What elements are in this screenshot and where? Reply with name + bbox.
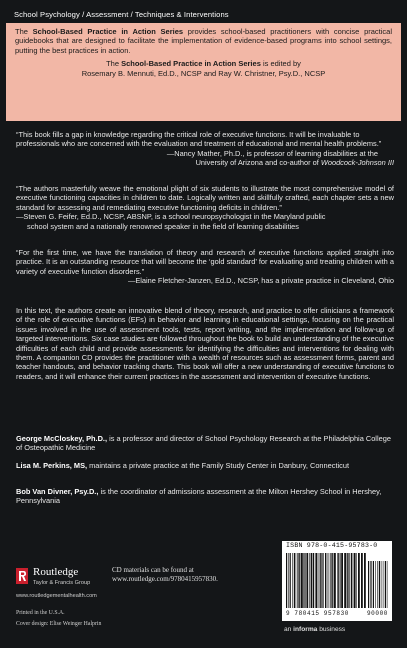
- series-intro: [15, 27, 392, 55]
- cover-design-credit: Cover design: Elise Weinger Halprin: [16, 621, 102, 627]
- informa-post: business: [317, 626, 346, 633]
- publisher-sub: Taylor & Francis Group: [33, 580, 91, 586]
- series-edited-line: [15, 59, 392, 68]
- quote-1-attr-pre: University of Arizona and co-author of: [195, 158, 321, 168]
- quote-1-attribution-1: —Nancy Mather, Ph.D., is professor of learning disabilities at the: [166, 148, 378, 158]
- quote-1: [16, 130, 394, 168]
- isbn-barcode: [282, 541, 392, 621]
- publisher-website[interactable]: www.routledgementalhealth.com: [16, 593, 97, 599]
- series-intro-bold: School-Based Practice in Action Series: [32, 27, 184, 36]
- series-intro-rest: provides school-based practitioners with concise practical guidebooks that are designed to facilitate the implementation of evidence-based programs into school settings, putting the best practices in action.: [15, 27, 392, 55]
- book-description: In this text, the authors create an innovative blend of theory, research, and practice to offer clinicians a framework of the role of executive functions (EFs) in behavior and learning in educational settings, focusing on the practical issues involved in the use of assessment tools, tests, report writing, and the implementation and follow-up of targeted interventions. Six case studies are followed throughout the book to build an understanding of the executive difficulties of each child and provide assessments for identifying the difficulties and interventions for dealing with them. A companion CD provides the practitioner with a wealth of resources such as assessment forms, parent and teacher handouts, and behavior tracking charts. This book will offer a new understanding of executive functions to readers, and it will enhance their current practices in the assessment and intervention of executive functions.: [16, 306, 394, 381]
- series-edited-bold: School-Based Practice in Action Series: [121, 59, 261, 69]
- series-edited-pre: The: [106, 59, 122, 69]
- quote-2: [16, 184, 394, 231]
- author-1: [16, 434, 394, 453]
- publisher-name: Routledge: [33, 566, 79, 578]
- quote-2-text: “The authors masterfully weave the emotional plight of six students to illustrate the most comprehensive model of executive functioning capacities in children to date. Logically written and skillfully crafted, each chapter sets a new standard for assessing and remediating executive functioning deficits in children.”: [16, 184, 394, 212]
- author-1-name: George McCloskey, Ph.D.,: [16, 434, 108, 443]
- barcode-addon-digits: 90000: [366, 610, 388, 617]
- informa-pre: an: [284, 626, 294, 633]
- cd-note-link[interactable]: www.routledge.com/9780415957830.: [112, 575, 218, 583]
- author-2: [16, 461, 394, 470]
- informa-bold: informa: [293, 626, 318, 633]
- barcode-bars: [286, 553, 388, 609]
- series-intro-pre: The: [15, 27, 33, 36]
- quote-2-attribution-1: —Steven G. Feifer, Ed.D., NCSP, ABSNP, is a school neuropsychologist in the Maryland public: [16, 212, 326, 222]
- quote-3: [16, 248, 394, 286]
- printed-in: Printed in the U.S.A.: [16, 610, 65, 616]
- series-box: [6, 23, 401, 121]
- author-3-name: Bob Van Divner, Psy.D.,: [16, 487, 99, 496]
- barcode-main-digits: 9 780415 957830: [286, 610, 350, 617]
- quote-1-attr-italic: Woodcock-Johnson III: [320, 158, 394, 168]
- isbn-text: ISBN 978-0-415-95783-0: [286, 542, 378, 549]
- author-2-bio: maintains a private practice at the Family Study Center in Danbury, Connecticut: [87, 461, 350, 470]
- series-edited-rest: is edited by: [260, 59, 301, 69]
- series-editors: Rosemary B. Mennuti, Ed.D., NCSP and Ray W. Christner, Psy.D., NCSP: [81, 68, 326, 78]
- quote-1-attribution-2: [16, 158, 394, 167]
- author-3: [16, 487, 394, 506]
- category-line: School Psychology / Assessment / Techniques & Interventions: [14, 10, 229, 19]
- author-3-bio: is the coordinator of admissions assessment at the Milton Hershey School in Hershey, Pennsylvania: [16, 487, 382, 506]
- barcode-digits: [286, 610, 388, 617]
- quote-3-text: “For the first time, we have the translation of theory and research of executive functions applied straight into practice. It is an outstanding resource that will become the ‘gold standard’ for evaluating and treating children with a variety of executive function disorders.”: [16, 248, 394, 276]
- cd-note: [112, 566, 218, 584]
- cd-note-line-1: CD materials can be found at: [112, 566, 194, 574]
- quote-1-text: “This book fills a gap in knowledge regarding the critical role of executive functions. It will be invaluable to professionals who are concerned with the evaluation and treatment of educational and mental health problems.”: [16, 130, 382, 149]
- quote-2-attribution-2: school system and a nationally renowned speaker in the field of learning disabilities: [27, 221, 299, 231]
- quote-3-attribution: —Elaine Fletcher-Janzen, Ed.D., NCSP, has a private practice in Cleveland, Ohio: [127, 276, 394, 286]
- author-1-bio: is a professor and director of School Psychology Research at the Philadelphia College of Osteopathic Medicine: [16, 434, 391, 453]
- author-2-name: Lisa M. Perkins, MS,: [16, 461, 88, 470]
- routledge-logo-icon: [16, 568, 28, 584]
- informa-business: [284, 626, 345, 633]
